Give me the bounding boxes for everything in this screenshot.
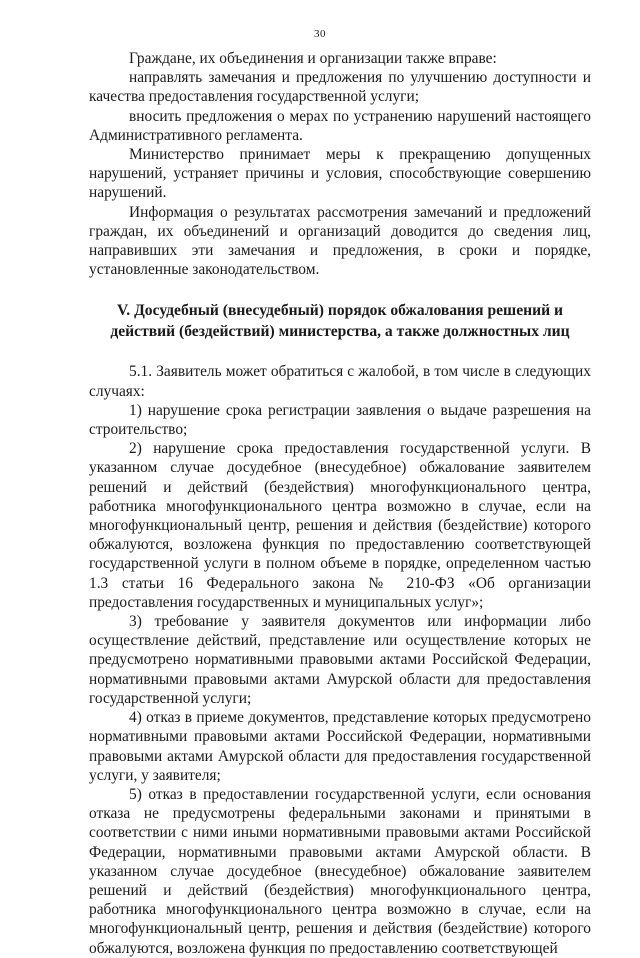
paragraph: Информация о результатах рассмотрения замечаний и предложений граждан, их объединений и организаций доводится до сведения лиц, направивших эти замечания и предложения, в сроки и порядке, установленные законодательством. (89, 203, 591, 279)
section-heading-line: действий (бездействий) министерства, а также должностных лиц (110, 323, 570, 341)
paragraph: Граждане, их объединения и организации также вправе: (129, 50, 497, 67)
page-number: 30 (314, 28, 326, 40)
list-item: 2) нарушение срока предоставления государственной услуги. В указанном случае досудебное (внесудебное) обжалование заявителем решений и действий (бездействия) многофункционального центра, работника многофункционального центра возможно в случае, если на многофункциональный центр, решения и действия (бездействие) которого обжалуются, возложена функция по предоставлению соответствующей государственной услуги в полном объеме в порядке, определенном частью 1.3 статьи 16 Федерального закона № 210-ФЗ «Об организации предоставления государственных и муниципальных услуг»; (89, 440, 591, 611)
paragraph: Министерство принимает меры к прекращению допущенных нарушений, устраняет причины и условия, способствующие совершению нарушений. (89, 146, 591, 202)
paragraph: направлять замечания и предложения по улучшению доступности и качества предоставления государственной услуги; (89, 69, 591, 106)
list-item: 4) отказ в приеме документов, представление которых предусмотрено нормативными правовыми актами Российской Федерации, нормативными правовыми актами Амурской области для предоставления государственной услуги, у заявителя; (89, 709, 591, 784)
list-item: 5) отказ в предоставлении государственной услуги, если основания отказа не предусмотрены федеральными законами и принятыми в соответствии с ними иными нормативными правовыми актами Российской Федерации, нормативными правовыми актами Амурской области. В указанном случае досудебное (внесудебное) обжалование заявителем решений и действий (бездействия) многофункционального центра, работника многофункционального центра возможно в случае, если на многофункциональный центр, решения и действия (бездействие) которого обжалуются, возложена функция по предоставлению соответствующей (89, 785, 591, 957)
section-heading-line: V. Досудебный (внесудебный) порядок обжалования решений и (117, 302, 563, 320)
section-heading (89, 300, 591, 342)
paragraph: 5.1. Заявитель может обратиться с жалобой, в том числе в следующих случаях: (89, 363, 591, 400)
page-body (89, 49, 591, 958)
paragraph: вносить предложения о мерах по устранению нарушений настоящего Административного регламента. (89, 107, 591, 144)
list-item: 1) нарушение срока регистрации заявления о выдаче разрешения на строительство; (89, 401, 591, 439)
list-item: 3) требование у заявителя документов или информации либо осуществление действий, представление или осуществление которых не предусмотрено нормативными правовыми актами Российской Федерации, нормативными правовыми актами Амурской области для предоставления государственной услуги; (89, 613, 591, 707)
